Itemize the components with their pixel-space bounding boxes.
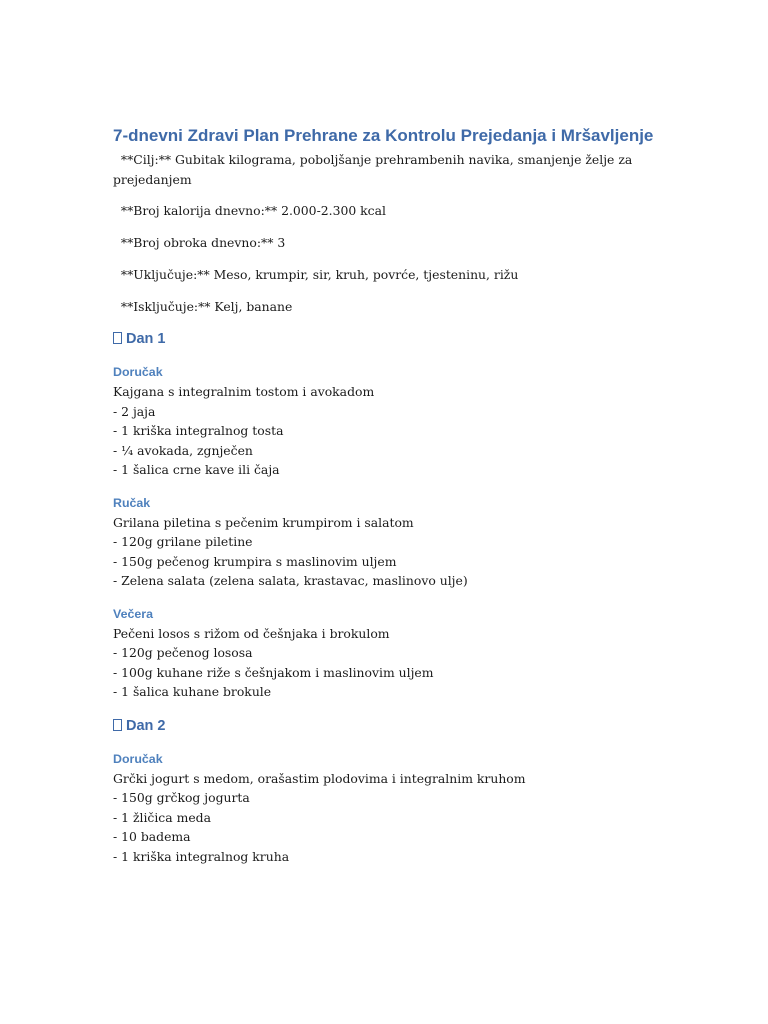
meal-line: - 2 jaja <box>113 403 156 419</box>
meal-line: Pečeni losos s rižom od češnjaka i brokulom <box>113 625 390 641</box>
document-title: 7-dnevni Zdravi Plan Prehrane za Kontrolu Prejedanja i Mršavljenje <box>113 126 654 145</box>
document-page <box>113 124 673 880</box>
meals-count-paragraph: **Broj obroka dnevno:** 3 <box>113 235 286 250</box>
meal-lines <box>113 624 673 702</box>
day-heading <box>113 716 673 736</box>
excludes-paragraph: **Isključuje:** Kelj, banane <box>113 299 293 314</box>
meal-line: - Zelena salata (zelena salata, krastavac, maslinovo ulje) <box>113 573 468 588</box>
intro-section <box>113 150 673 317</box>
meal-line: - 1 kriška integralnog kruha <box>113 848 290 864</box>
meal-line: - 1 šalica kuhane brokule <box>113 684 272 699</box>
meal-line: Grilana piletina s pečenim krumpirom i salatom <box>113 514 414 530</box>
day-section <box>113 716 673 867</box>
goal-paragraph: **Cilj:** Gubitak kilograma, poboljšanje prehrambenih navika, smanjenje želje za prejedanjem <box>113 152 637 187</box>
meal-heading: Ručak <box>113 495 151 510</box>
meal-lines <box>113 382 673 480</box>
meal-line: - 1 kriška integralnog tosta <box>113 423 284 438</box>
meal-heading: Doručak <box>113 751 163 766</box>
meal-line: Grčki jogurt s medom, orašastim plodovima i integralnim kruhom <box>113 770 526 786</box>
meal-line: - 150g pečenog krumpira s maslinovim uljem <box>113 553 397 569</box>
meal-lines <box>113 769 673 867</box>
meal-block <box>113 750 673 867</box>
day-heading <box>113 329 673 349</box>
meal-heading: Večera <box>113 606 153 621</box>
meal-line: - 120g pečenog lososa <box>113 645 253 660</box>
day-heading-label: Dan 1 <box>126 331 166 347</box>
meal-heading: Doručak <box>113 365 163 379</box>
meal-line: - 100g kuhane riže s češnjakom i maslinovim uljem <box>113 664 434 680</box>
meal-line: - ¼ avokada, zgnječen <box>113 442 253 458</box>
day-section <box>113 329 673 702</box>
meal-block <box>113 494 673 591</box>
day-heading-label: Dan 2 <box>126 717 166 734</box>
missing-glyph-icon <box>113 719 122 731</box>
meal-lines <box>113 513 673 591</box>
meal-line: - 1 šalica crne kave ili čaja <box>113 462 280 477</box>
meal-line: - 150g grčkog jogurta <box>113 790 250 805</box>
meal-line: Kajgana s integralnim tostom i avokadom <box>113 384 375 399</box>
calories-paragraph: **Broj kalorija dnevno:** 2.000-2.300 kcal <box>113 203 386 218</box>
meal-line: - 1 žličica meda <box>113 809 211 825</box>
missing-glyph-icon <box>113 332 122 344</box>
meal-line: - 120g grilane piletine <box>113 534 253 549</box>
meal-block <box>113 605 673 702</box>
includes-paragraph: **Uključuje:** Meso, krumpir, sir, kruh, povrće, tjesteninu, rižu <box>113 267 519 282</box>
meal-block <box>113 363 673 480</box>
meal-line: - 10 badema <box>113 829 191 844</box>
